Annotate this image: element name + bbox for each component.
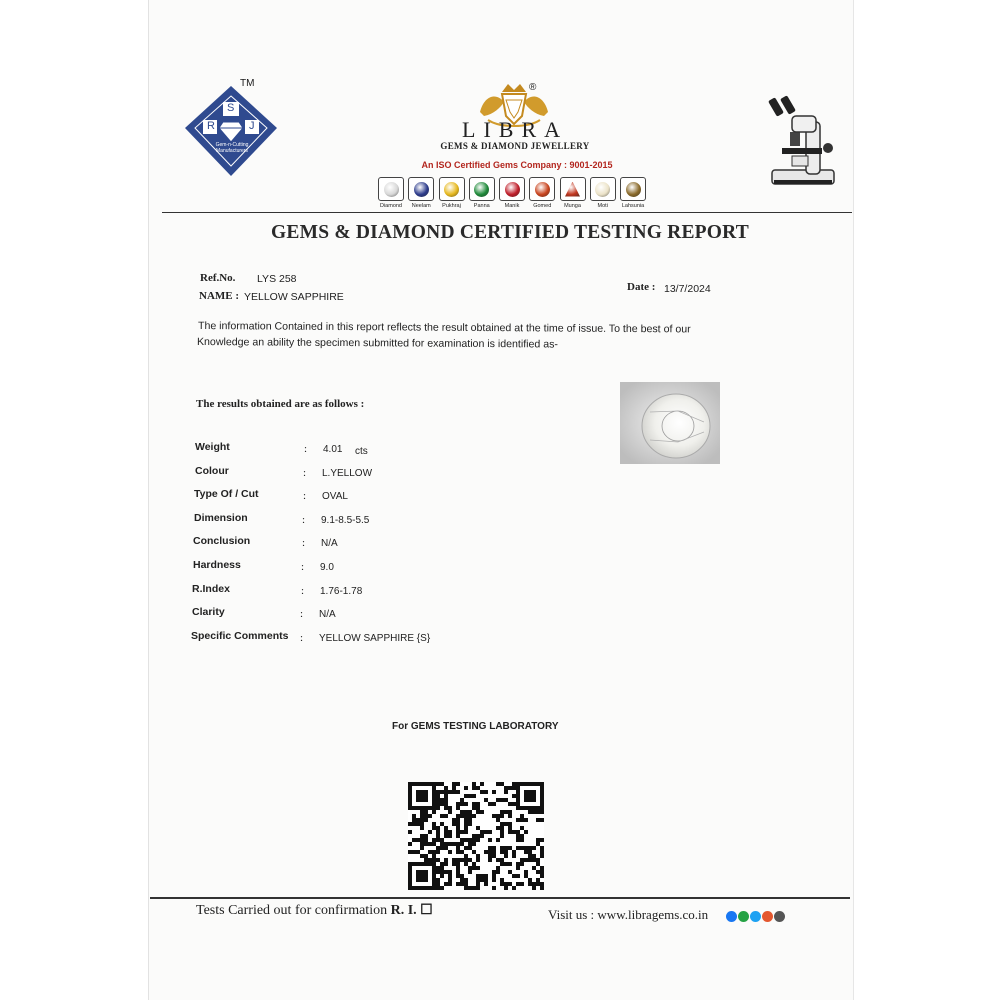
srj-letter-s: S <box>227 102 235 114</box>
spec-value: 9.1-8.5-5.5 <box>321 514 370 526</box>
spec-label: Dimension <box>194 511 248 524</box>
spec-colon: : <box>301 584 305 597</box>
spec-colon: : <box>302 537 306 550</box>
gem-chip <box>560 177 586 201</box>
gem-chip <box>408 177 434 201</box>
gem-stone-icon <box>505 182 520 197</box>
gem-chip <box>439 177 465 201</box>
brand-name: LIBRA <box>462 117 568 142</box>
spec-colon: : <box>302 513 306 526</box>
gem-stone-icon <box>626 182 641 197</box>
brand-subtitle: GEMS & DIAMOND JEWELLERY <box>440 141 590 151</box>
spec-value: 1.76-1.78 <box>320 585 363 597</box>
gem-label: Moti <box>597 203 608 209</box>
spec-label: Clarity <box>192 606 225 619</box>
header-divider <box>162 212 852 213</box>
spec-label: Type Of / Cut <box>194 488 259 501</box>
srj-tagline: Gem-n-Cutting Manufacturers <box>215 142 249 154</box>
gem-stone-icon <box>414 182 429 197</box>
website-link[interactable]: Visit us : www.libragems.co.in <box>548 907 709 922</box>
facebook-icon[interactable] <box>726 911 737 922</box>
date-label: Date : <box>627 281 656 293</box>
qr-code <box>408 782 544 890</box>
spec-colon: : <box>303 466 307 479</box>
gem-types-row <box>377 177 647 213</box>
gem-chip <box>590 177 616 201</box>
spec-value: YELLOW SAPPHIRE {S} <box>319 632 431 644</box>
tests-text: Tests Carried out for confirmation <box>196 903 388 918</box>
footer-divider <box>150 897 850 899</box>
gem-neelam <box>407 177 435 213</box>
srj-logo <box>183 82 283 182</box>
gem-label: Gomed <box>533 203 552 209</box>
spec-value: 4.01 <box>323 444 343 455</box>
gem-label: Munga <box>564 203 581 209</box>
gem-chip <box>378 177 404 201</box>
spec-label: Weight <box>195 441 230 453</box>
spec-colon: : <box>301 561 305 573</box>
gem-moti <box>589 177 617 213</box>
spec-colon: : <box>300 631 304 644</box>
gem-stone-icon <box>565 182 580 197</box>
gem-stone-icon <box>474 182 489 197</box>
ref-value: LYS 258 <box>257 273 297 285</box>
gem-label: Neelam <box>411 203 431 209</box>
spec-unit: cts <box>355 446 368 457</box>
gem-pukhraj <box>438 177 466 213</box>
spec-colon: : <box>300 608 304 621</box>
gem-label: Manik <box>504 203 520 209</box>
iso-certification: An ISO Certified Gems Company : 9001-2015 <box>421 160 613 170</box>
tests-note <box>196 902 433 919</box>
spec-value: N/A <box>319 609 336 621</box>
name-value: YELLOW SAPPHIRE <box>244 291 344 303</box>
gem-chip <box>499 177 525 201</box>
spec-value: 9.0 <box>320 562 334 573</box>
whatsapp-icon[interactable] <box>738 911 749 922</box>
spec-colon: : <box>304 443 308 455</box>
gem-diamond <box>377 177 405 213</box>
social-icons <box>726 911 785 922</box>
gem-stone-icon <box>384 182 399 197</box>
trademark-mark: TM <box>240 78 255 89</box>
gem-stone-icon <box>535 182 550 197</box>
microscope-icon <box>762 92 842 192</box>
gem-stone-icon <box>444 182 459 197</box>
ref-label: Ref.No. <box>200 272 236 284</box>
intro-line-2: Knowledge an ability the specimen submitted for examination is identified as- <box>196 336 559 351</box>
spec-value: L.YELLOW <box>322 467 373 479</box>
srj-letter-r: R <box>207 120 215 132</box>
spec-label: Hardness <box>193 559 241 571</box>
gem-chip <box>620 177 646 201</box>
gem-chip <box>469 177 495 201</box>
gem-label: Panna <box>473 203 490 209</box>
gem-label: Diamond <box>379 203 402 209</box>
gem-manik <box>498 177 526 213</box>
gem-stone-icon <box>595 182 610 197</box>
lab-signature-line: For GEMS TESTING LABORATORY <box>392 721 559 732</box>
intro-line-1: The information Contained in this report reflects the result obtained at the time of issue. To the best of our <box>197 320 691 336</box>
spec-value: OVAL <box>322 491 348 503</box>
srj-letter-j: J <box>249 120 255 132</box>
gem-label: Lahsunia <box>621 203 645 209</box>
gem-panna <box>468 177 496 213</box>
registered-mark: ® <box>529 82 537 93</box>
spec-label: Conclusion <box>193 535 251 548</box>
spec-colon: : <box>303 490 307 503</box>
spec-label: Colour <box>195 464 229 477</box>
tests-mark: R. I. ☐ <box>390 903 433 918</box>
gem-gomed <box>528 177 556 213</box>
gem-label: Pukhraj <box>442 203 461 209</box>
name-label: NAME : <box>199 290 240 302</box>
gem-munga <box>559 177 587 213</box>
youtube-icon[interactable] <box>762 911 773 922</box>
twitter-icon[interactable] <box>750 911 761 922</box>
spec-label: Specific Comments <box>191 629 289 642</box>
instagram-icon[interactable] <box>774 911 785 922</box>
gem-chip <box>529 177 555 201</box>
report-title: GEMS & DIAMOND CERTIFIED TESTING REPORT <box>271 222 749 243</box>
results-heading: The results obtained are as follows : <box>196 398 365 410</box>
gemstone-photo <box>620 382 720 464</box>
date-value: 13/7/2024 <box>664 283 711 295</box>
spec-value: N/A <box>321 538 338 550</box>
spec-label: R.Index <box>192 582 230 595</box>
gem-lahsunia <box>619 177 647 213</box>
